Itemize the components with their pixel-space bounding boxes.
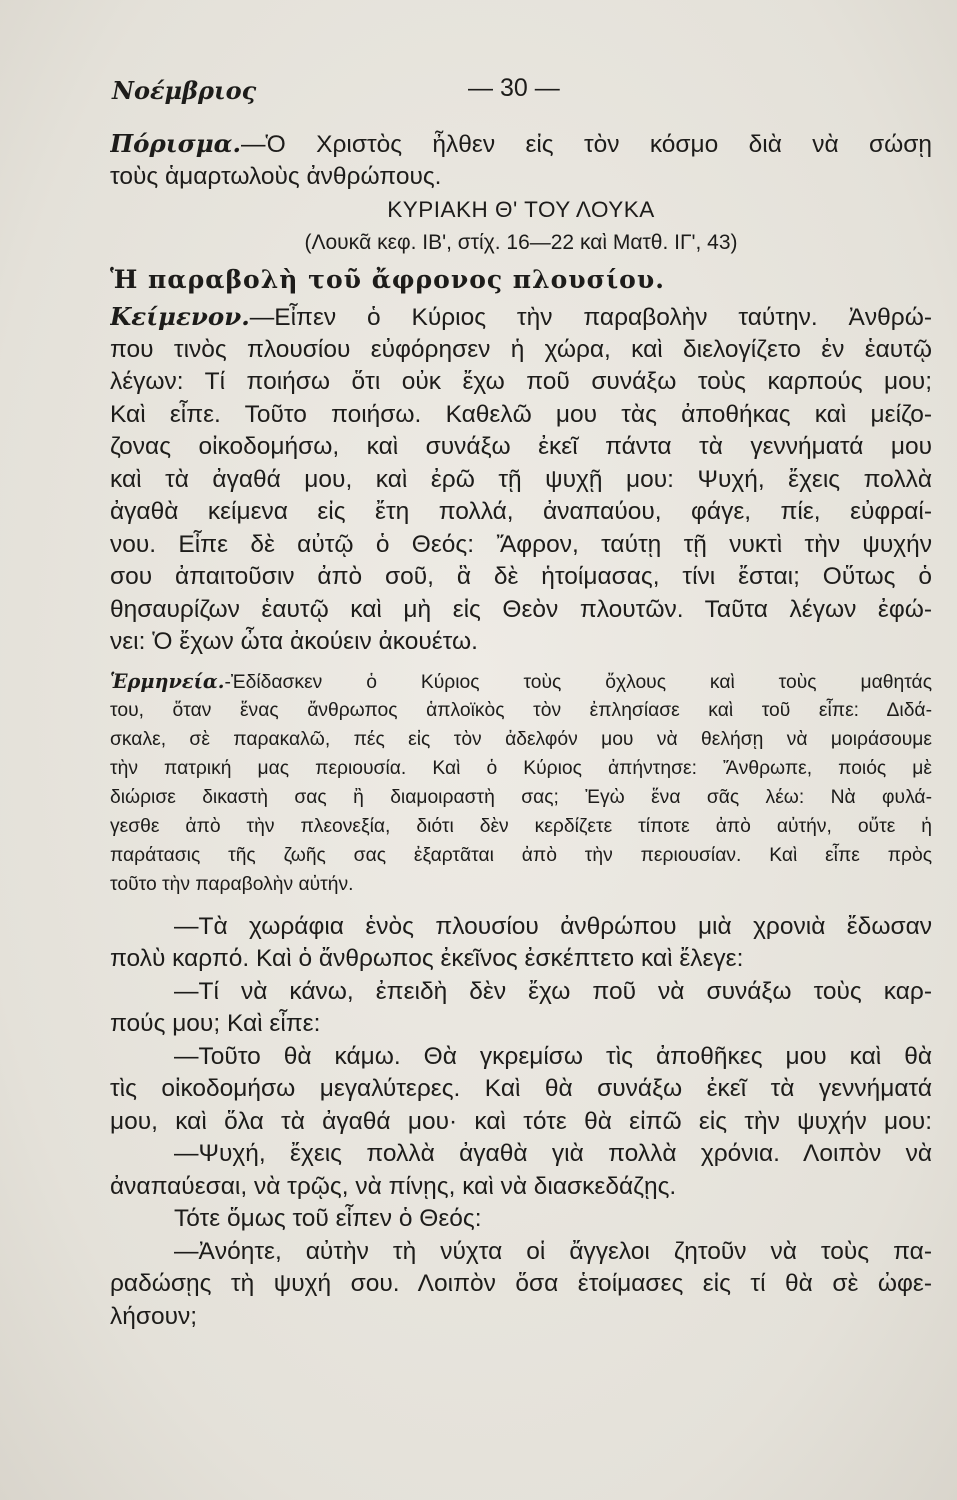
running-title: Νοέμβριος xyxy=(112,76,257,105)
narrative-paragraph-5 xyxy=(110,1203,932,1236)
text-first: —Εἶπεν ὁ Κύριος τὴν παραβολὴν ταύτην. Ἀνθρώ- xyxy=(249,304,932,331)
interpretation-line: σκαλε, σὲ παρακαλῶ, πές εἰς τὸν ἀδελφόν μου νὰ θελήσῃ νὰ μοιράσουμε xyxy=(110,728,932,750)
page-header xyxy=(112,70,932,110)
narrative-line: λήσουν; xyxy=(110,1302,198,1330)
narrative-paragraph-1 xyxy=(110,911,932,976)
text-line: ἀγαθὰ κείμενα εἰς ἔτη πολλά, ἀναπαύου, φάγε, πίε, εὐφραί- xyxy=(110,498,932,525)
text-line-last: νει: Ὁ ἔχων ὦτα ἀκούειν ἀκουέτω. xyxy=(110,628,478,655)
text-line: ζονας οἰκοδομήσω, καὶ συνάξω ἐκεῖ πάντα τὰ γεννήματά μου xyxy=(110,433,932,460)
narrative-paragraph-4 xyxy=(110,1138,932,1203)
narrative-line: ἀναπαύεσαι, νὰ τρῷς, νὰ πίνῃς, καὶ νὰ διασκεδάζῃς. xyxy=(110,1172,677,1200)
corollary-text: —Ὁ Χριστὸς ἦλθεν εἰς τὸν κόσμο διὰ νὰ σώσῃ xyxy=(241,131,932,158)
corollary-line-2: τοὺς ἁμαρτωλοὺς ἀνθρώπους. xyxy=(110,162,442,190)
page-body xyxy=(110,128,932,1333)
interpretation-line-last: τοῦτο τὴν παραβολὴν αὐτήν. xyxy=(110,873,354,895)
narrative-line: ραδώσῃς τὴ ψυχή σου. Λοιπὸν ὅσα ἑτοίμασες εἰς τί θὰ σὲ ὠφε- xyxy=(110,1270,932,1297)
interpretation-line: παράτασις τῆς ζωῆς σας ἐξαρτᾶται ἀπὸ τὴν περιουσίαν. Καὶ εἶπε πρὸς xyxy=(110,844,932,866)
narrative-paragraph-2 xyxy=(110,976,932,1041)
interpretation-line: τὴν πατρική μας περιουσία. Καὶ ὁ Κύριος ἀπήντησε: Ἄνθρωπε, ποιός μὲ xyxy=(110,757,932,779)
text-line: θησαυρίζων ἑαυτῷ καὶ μὴ εἰς Θεὸν πλουτῶν. Ταῦτα λέγων ἐφώ- xyxy=(110,595,932,623)
narrative-line: πολὺ καρπό. Καὶ ὁ ἄνθρωπος ἐκεῖνος ἐσκέπτετο καὶ ἔλεγε: xyxy=(110,945,744,972)
scripture-reference: (Λουκᾶ κεφ. ΙΒ', στίχ. 16—22 καὶ Ματθ. ΙΓ', 43) xyxy=(304,231,738,254)
narrative-paragraph-3 xyxy=(110,1041,932,1139)
corollary-label: Πόρισμα. xyxy=(110,129,242,158)
narrative-line: μου, καὶ ὅλα τὰ ἀγαθά μου· καὶ τότε θὰ εἰπῶ εἰς τὴν ψυχήν μου: xyxy=(110,1107,932,1135)
page-number: — 30 — xyxy=(468,74,560,102)
interpretation-line: του, ὅταν ἕνας ἄνθρωπος ἁπλοϊκὸς τὸν ἐπλησίασε καὶ τοῦ εἶπε: Διδά- xyxy=(110,699,932,721)
interpretation-label: Ἑρμηνεία. xyxy=(110,669,225,693)
text-line: που τινὸς πλουσίου εὐφόρησεν ἡ χώρα, καὶ διελογίζετο ἐν ἑαυτῷ xyxy=(110,335,932,363)
narrative-line: —Τί νὰ κάνω, ἐπειδὴ δὲν ἔχω ποῦ νὰ συνάξω τοὺς καρ- xyxy=(174,977,932,1005)
narrative-paragraph-6 xyxy=(110,1236,932,1334)
interpretation xyxy=(110,667,932,899)
corollary-line-1 xyxy=(110,128,932,161)
text-line: καὶ τὰ ἀγαθά μου, καὶ ἐρῶ τῇ ψυχῇ μου: Ψυχή, ἔχεις πολλὰ xyxy=(110,465,932,493)
interpretation-line: γεσθε ἀπὸ τὴν πλεονεξία, διότι δὲν κερδίζετε τίποτε ἀπὸ αὐτήν, οὔτε ἡ xyxy=(110,815,932,837)
interpretation-first: -Ἐδίδασκεν ὁ Κύριος τοὺς ὄχλους καὶ τοὺς μαθητάς xyxy=(224,671,932,693)
interpretation-line: διώρισε δικαστὴ σας ἢ διαμοιραστὴ σας; Ἐγὼ ἕνα σᾶς λέω: Νὰ φυλά- xyxy=(110,786,932,808)
sunday-heading: ΚΥΡΙΑΚΗ Θ' ΤΟΥ ΛΟΥΚΑ xyxy=(387,197,655,222)
narrative-line: τὶς οἰκοδομήσω μεγαλύτερες. Καὶ θὰ συνάξω ἐκεῖ τὰ γεννήματά xyxy=(110,1075,932,1102)
text-line: λέγων: Τί ποιήσω ὅτι οὐκ ἔχω ποῦ συνάξω τοὺς καρπούς μου; xyxy=(110,368,932,395)
interpretation-line-1 xyxy=(110,667,932,696)
text-label: Κείμενον. xyxy=(110,302,250,331)
narrative-line: Τότε ὅμως τοῦ εἶπεν ὁ Θεός: xyxy=(174,1205,482,1232)
narrative-line: —Τοῦτο θὰ κάμω. Θὰ γκρεμίσω τὶς ἀποθῆκες μου καὶ θὰ xyxy=(174,1042,932,1070)
narrative-line: —Τὰ χωράφια ἑνὸς πλουσίου ἀνθρώπου μιὰ χρονιὰ ἔδωσαν xyxy=(174,912,932,940)
text-line: σου ἀπαιτοῦσιν ἀπὸ σοῦ, ἃ δὲ ἡτοίμασας, τίνι ἔσται; Οὕτως ὁ xyxy=(110,563,932,590)
narrative-line: πούς μου; Καὶ εἶπε: xyxy=(110,1010,321,1037)
text-line-1 xyxy=(110,301,932,334)
narrative-line: —Ἀνόητε, αὐτὴν τὴ νύχτα οἱ ἄγγελοι ζητοῦν νὰ τοὺς πα- xyxy=(174,1237,932,1265)
text-line: Καὶ εἶπε. Τοῦτο ποιήσω. Καθελῶ μου τὰς ἀποθήκας καὶ μείζο- xyxy=(110,400,932,428)
parable-title: Ἡ παραβολὴ τοῦ ἄφρονος πλουσίου. xyxy=(110,265,665,294)
narrative-line: —Ψυχή, ἔχεις πολλὰ ἀγαθὰ γιὰ πολλὰ χρόνια. Λοιπὸν νὰ xyxy=(174,1140,932,1167)
text-line: νου. Εἶπε δὲ αὐτῷ ὁ Θεός: Ἄφρον, ταύτῃ τῇ νυκτὶ τὴν ψυχήν xyxy=(110,530,932,558)
